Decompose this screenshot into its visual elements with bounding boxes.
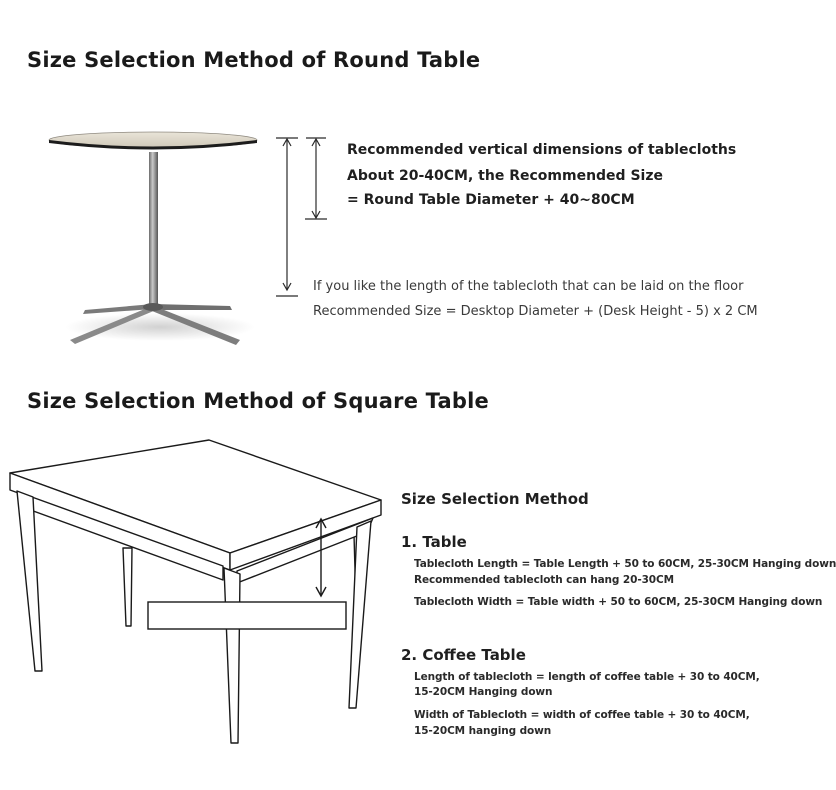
square-table-heading: Size Selection Method of Square Table [27, 389, 489, 413]
recommended-line-1: Recommended vertical dimensions of tablecloths [347, 142, 737, 158]
table-line-2: Recommended tablecloth can hang 20-30CM [414, 574, 674, 586]
coffee-table-title: 2. Coffee Table [401, 646, 526, 664]
round-table-illustration [40, 120, 280, 360]
table-line-1: Tablecloth Length = Table Length + 50 to 60CM, 25-30CM Hanging down [414, 558, 836, 570]
method-title: Size Selection Method [401, 490, 589, 508]
table-title: 1. Table [401, 533, 467, 551]
square-table-illustration [5, 440, 390, 785]
coffee-line-4: 15-20CM hanging down [414, 725, 552, 737]
recommended-line-2: About 20-40CM, the Recommended Size [347, 168, 663, 184]
recommended-line-3: = Round Table Diameter + 40~80CM [347, 192, 635, 208]
round-table-heading: Size Selection Method of Round Table [27, 48, 481, 72]
floor-line-2: Recommended Size = Desktop Diameter + (Desk Height - 5) x 2 CM [313, 304, 758, 319]
table-line-3: Tablecloth Width = Table width + 50 to 60CM, 25-30CM Hanging down [414, 596, 823, 608]
floor-line-1: If you like the length of the tablecloth that can be laid on the floor [313, 279, 744, 294]
coffee-line-1: Length of tablecloth = length of coffee table + 30 to 40CM, [414, 671, 760, 683]
coffee-line-3: Width of Tablecloth = width of coffee table + 30 to 40CM, [414, 709, 750, 721]
coffee-line-2: 15-20CM Hanging down [414, 686, 553, 698]
